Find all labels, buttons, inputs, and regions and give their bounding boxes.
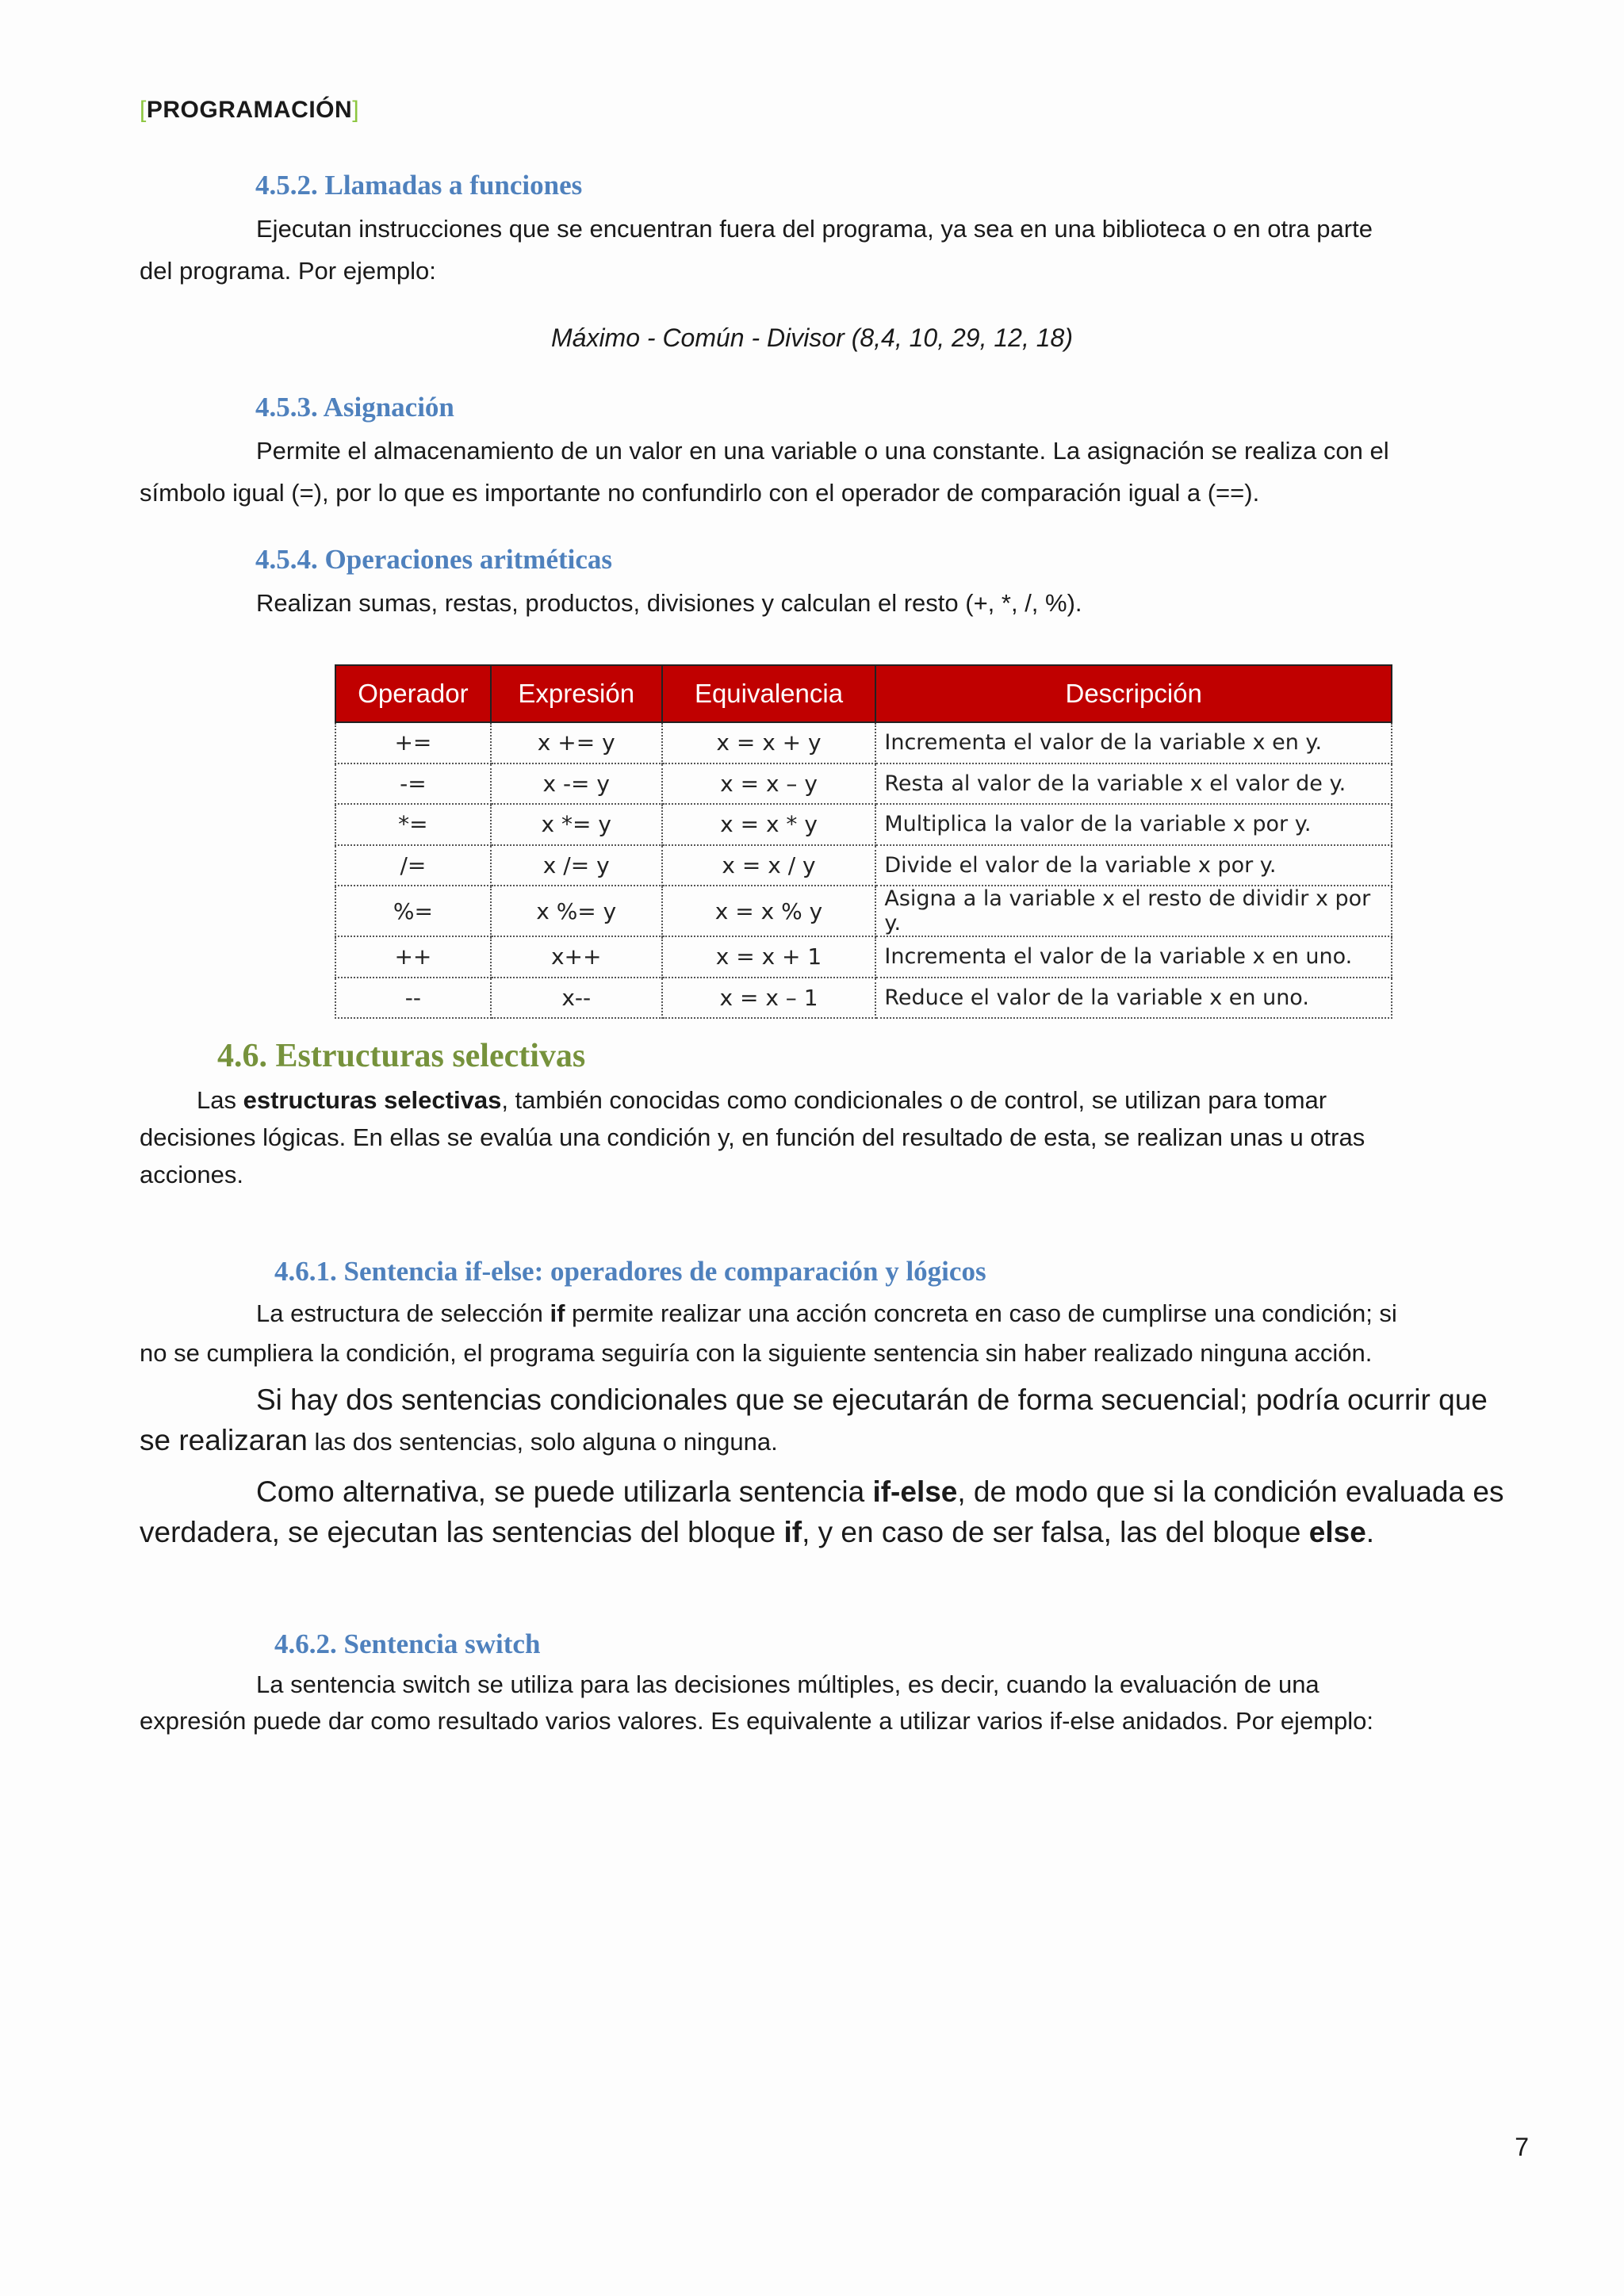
text-run: La estructura de selección bbox=[256, 1299, 550, 1327]
paragraph-line: no se cumpliera la condición, el programa seguiría con la siguiente sentencia sin haber realizado ninguna acción. bbox=[140, 1339, 1373, 1367]
cell-equivalence: x = x – y bbox=[662, 763, 876, 805]
column-header-expresion: Expresión bbox=[491, 665, 662, 722]
cell-expression: x -= y bbox=[491, 763, 662, 805]
column-header-descripcion: Descripción bbox=[875, 665, 1392, 722]
paragraph-line: expresión puede dar como resultado varios valores. Es equivalente a utilizar varios if-else anidados. Por ejemplo: bbox=[140, 1707, 1373, 1735]
section-heading-4-5-3: 4.5.3. Asignación bbox=[255, 392, 454, 423]
cell-equivalence: x = x / y bbox=[662, 845, 876, 886]
text-run: se realizaran bbox=[140, 1424, 308, 1456]
header-bracket-close: ] bbox=[352, 97, 360, 123]
section-heading-4-5-2: 4.5.2. Llamadas a funciones bbox=[255, 170, 583, 201]
operators-table bbox=[335, 664, 1392, 1019]
table-row bbox=[335, 936, 1392, 978]
keyword-if: if bbox=[783, 1516, 802, 1548]
paragraph-line: Realizan sumas, restas, productos, divisiones y calculan el resto (+, *, /, %). bbox=[256, 589, 1082, 617]
paragraph-line: La sentencia switch se utiliza para las decisiones múltiples, es decir, cuando la evaluación de una bbox=[256, 1670, 1320, 1698]
paragraph-line: símbolo igual (=), por lo que es importante no confundirlo con el operador de comparación igual a (==). bbox=[140, 479, 1260, 507]
cell-description: Incrementa el valor de la variable x en uno. bbox=[875, 936, 1392, 978]
cell-equivalence: x = x % y bbox=[662, 886, 876, 936]
paragraph-line: del programa. Por ejemplo: bbox=[140, 257, 436, 285]
cell-operator: -= bbox=[335, 763, 491, 805]
paragraph-line: Permite el almacenamiento de un valor en una variable o una constante. La asignación se realiza con el bbox=[256, 437, 1389, 465]
text-run: las dos sentencias, solo alguna o ninguna. bbox=[307, 1428, 778, 1456]
cell-expression: x %= y bbox=[491, 886, 662, 936]
header-bracket-open: [ bbox=[140, 97, 147, 123]
cell-equivalence: x = x + y bbox=[662, 722, 876, 763]
text-run: . bbox=[1365, 1516, 1375, 1548]
table-row bbox=[335, 886, 1392, 936]
cell-description: Reduce el valor de la variable x en uno. bbox=[875, 978, 1392, 1019]
cell-operator: /= bbox=[335, 845, 491, 886]
section-heading-4-6-2: 4.6.2. Sentencia switch bbox=[274, 1628, 541, 1659]
table-row bbox=[335, 804, 1392, 845]
paragraph-line bbox=[140, 1512, 1519, 1552]
text-run: , también conocidas como condicionales o de control, se utilizan para tomar bbox=[501, 1086, 1327, 1114]
text-run: Como alternativa, se puede utilizarla sentencia bbox=[256, 1475, 873, 1508]
paragraph-line bbox=[140, 1081, 1519, 1119]
section-body-4-5-4 bbox=[140, 582, 1519, 624]
table-row bbox=[335, 722, 1392, 763]
cell-description: Resta al valor de la variable x el valor de y. bbox=[875, 763, 1392, 805]
function-call-example: Máximo - Común - Divisor (8,4, 10, 29, 12, 18) bbox=[550, 323, 1073, 352]
section-body-4-5-2 bbox=[140, 208, 1519, 292]
cell-operator: *= bbox=[335, 804, 491, 845]
keyword-else: else bbox=[1308, 1516, 1366, 1548]
running-header bbox=[140, 97, 359, 124]
paragraph-line: Ejecutan instrucciones que se encuentran fuera del programa, ya sea en una biblioteca o en otra parte bbox=[256, 215, 1373, 243]
section-body-4-6-2 bbox=[140, 1667, 1519, 1739]
cell-description: Incrementa el valor de la variable x en y. bbox=[875, 722, 1392, 763]
keyword-if: if bbox=[550, 1299, 565, 1327]
cell-description: Multiplica la valor de la variable x por y. bbox=[875, 804, 1392, 845]
paragraph-line bbox=[140, 1294, 1519, 1334]
cell-expression: x /= y bbox=[491, 845, 662, 886]
keyword-if-else: if-else bbox=[872, 1475, 958, 1508]
cell-description: Divide el valor de la variable x por y. bbox=[875, 845, 1392, 886]
section-body-4-6 bbox=[140, 1081, 1519, 1193]
table-row bbox=[335, 845, 1392, 886]
table-row bbox=[335, 978, 1392, 1019]
paragraph-line: Si hay dos sentencias condicionales que se ejecutarán de forma secuencial; podría ocurrir que bbox=[256, 1383, 1488, 1416]
section-heading-4-5-4: 4.5.4. Operaciones aritméticas bbox=[255, 544, 613, 575]
table-row bbox=[335, 763, 1392, 805]
cell-equivalence: x = x * y bbox=[662, 804, 876, 845]
bold-term: estructuras selectivas bbox=[243, 1086, 502, 1114]
section-body-4-6-1 bbox=[140, 1294, 1519, 1373]
table-header-row bbox=[335, 665, 1392, 722]
cell-operator: -- bbox=[335, 978, 491, 1019]
header-title: PROGRAMACIÓN bbox=[146, 97, 353, 123]
paragraph-line: acciones. bbox=[140, 1161, 243, 1188]
cell-expression: x += y bbox=[491, 722, 662, 763]
paragraph-line: decisiones lógicas. En ellas se evalúa una condición y, en función del resultado de esta, se realizan unas u otras bbox=[140, 1123, 1365, 1151]
cell-equivalence: x = x – 1 bbox=[662, 978, 876, 1019]
text-run: Las bbox=[197, 1086, 243, 1114]
cell-operator: %= bbox=[335, 886, 491, 936]
cell-description: Asigna a la variable x el resto de dividir x por y. bbox=[875, 886, 1392, 936]
text-run: , de modo que si la condición evaluada es bbox=[957, 1475, 1504, 1508]
paragraph-line bbox=[140, 1471, 1519, 1512]
section-body-4-5-3 bbox=[140, 430, 1519, 514]
text-run: , y en caso de ser falsa, las del bloque bbox=[802, 1516, 1309, 1548]
column-header-operador: Operador bbox=[335, 665, 491, 722]
text-run: verdadera, se ejecutan las sentencias del bloque bbox=[140, 1516, 784, 1548]
section-heading-4-6-1: 4.6.1. Sentencia if-else: operadores de comparación y lógicos bbox=[274, 1256, 986, 1287]
cell-operator: ++ bbox=[335, 936, 491, 978]
column-header-equivalencia: Equivalencia bbox=[662, 665, 876, 722]
cell-equivalence: x = x + 1 bbox=[662, 936, 876, 978]
cell-expression: x *= y bbox=[491, 804, 662, 845]
paragraph-line bbox=[140, 1420, 1519, 1462]
section-heading-4-6: 4.6. Estructuras selectivas bbox=[217, 1038, 586, 1074]
page-number: 7 bbox=[1515, 2133, 1529, 2161]
cell-expression: x-- bbox=[491, 978, 662, 1019]
section-body-4-6-1-b bbox=[140, 1380, 1519, 1462]
cell-operator: += bbox=[335, 722, 491, 763]
cell-expression: x++ bbox=[491, 936, 662, 978]
text-run: permite realizar una acción concreta en caso de cumplirse una condición; si bbox=[565, 1299, 1397, 1327]
section-body-4-6-1-c bbox=[140, 1471, 1519, 1552]
